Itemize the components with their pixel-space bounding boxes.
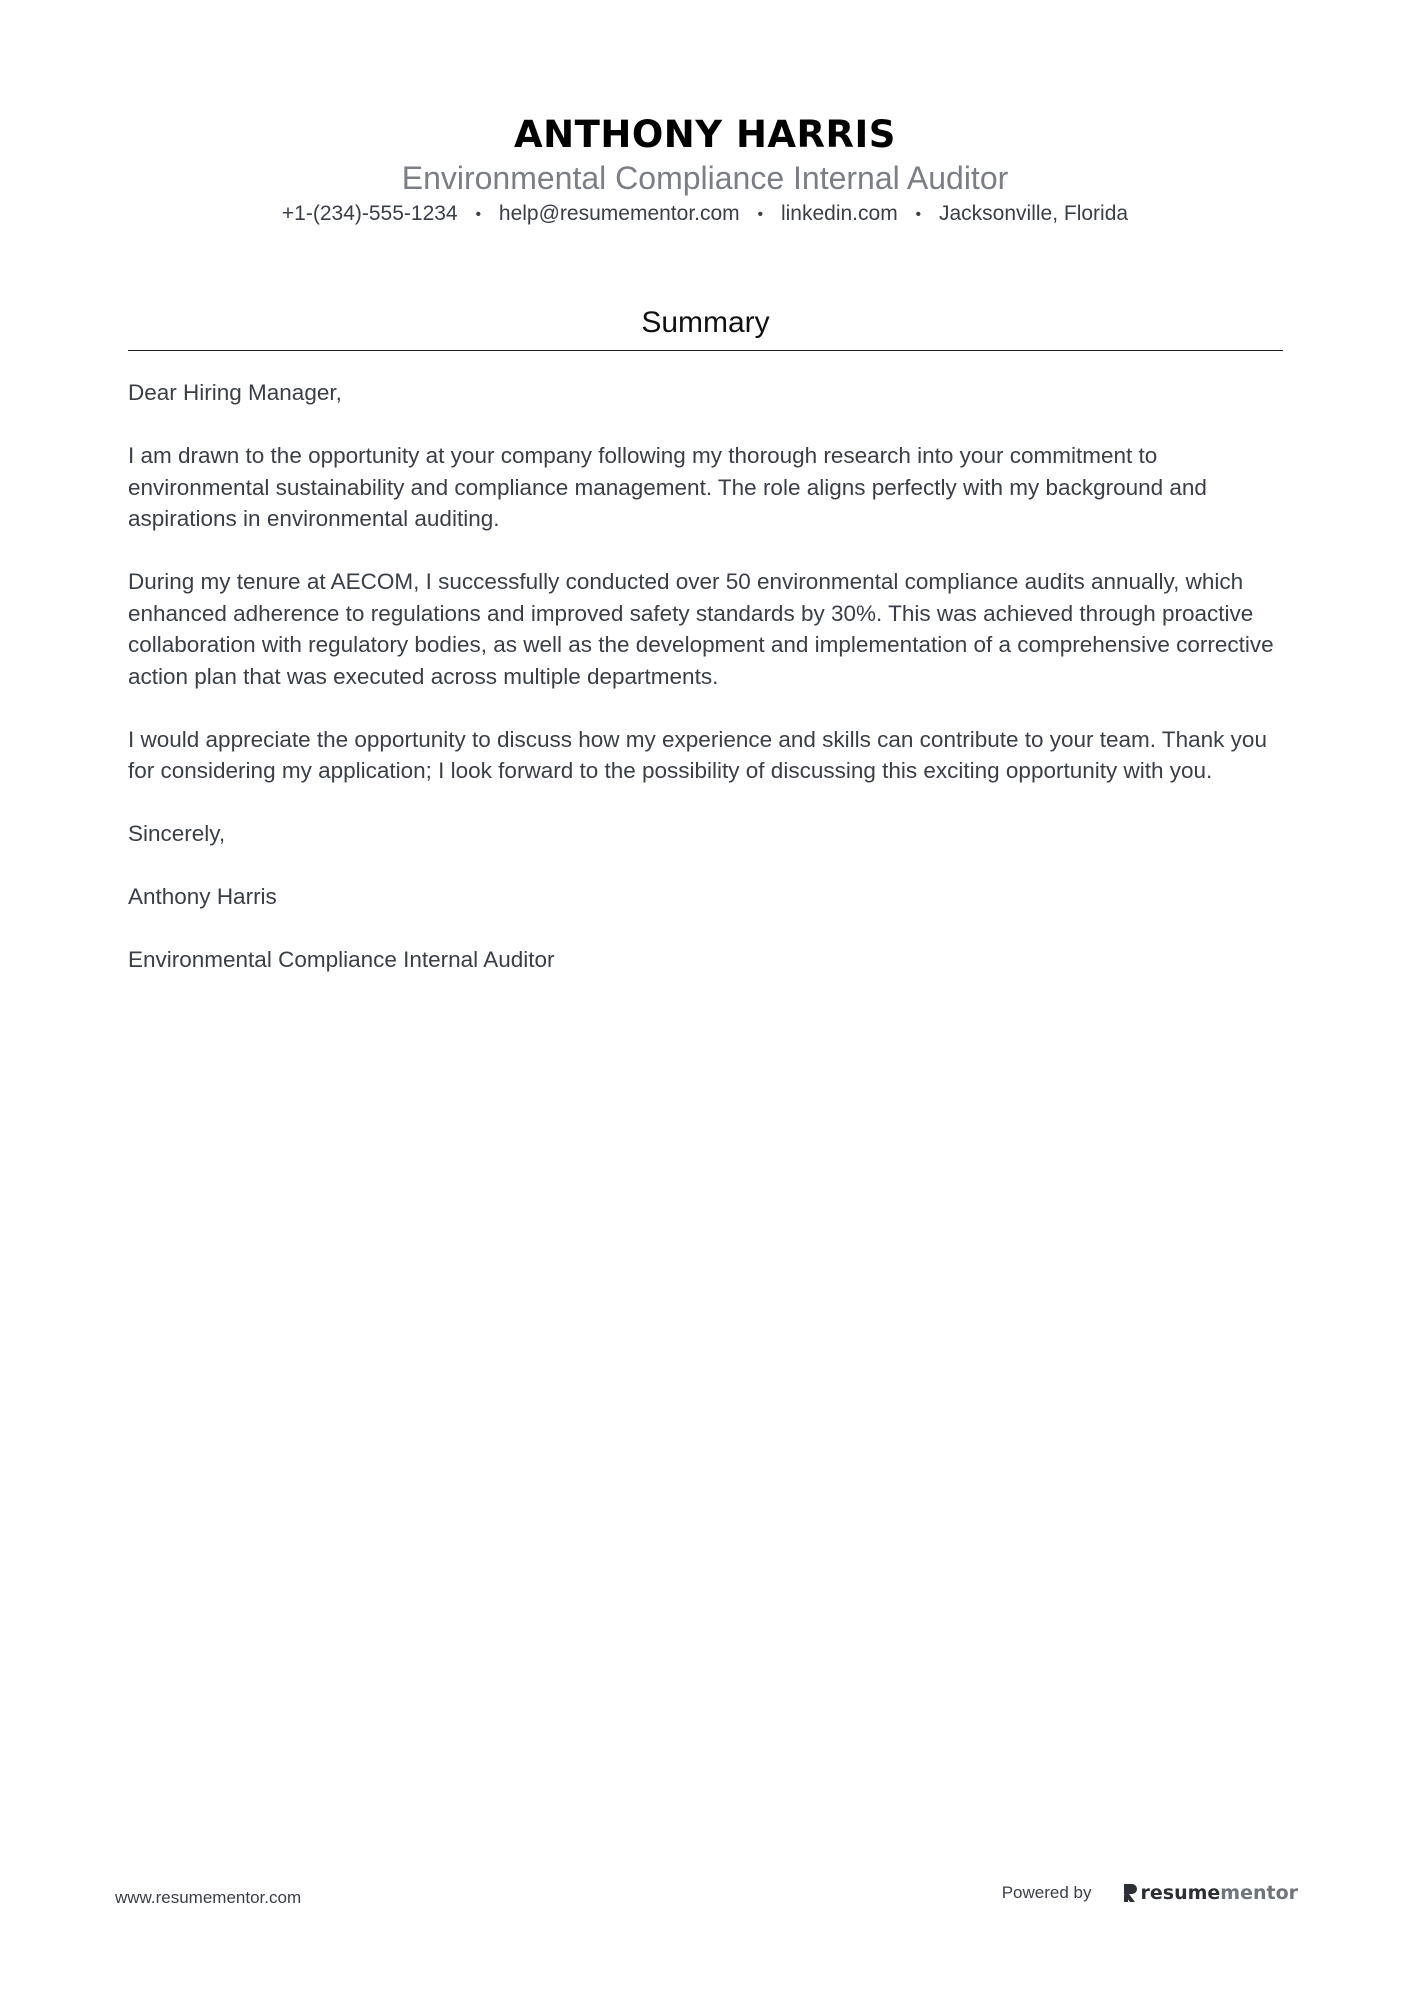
letter-paragraph: During my tenure at AECOM, I successfully conducted over 50 environmental compliance audits annually, which enhanced adherence to regulations and improved safety standards by 30%. This was achieved through proactive collaboration with regulatory bodies, as well as the development and implementation of a comprehensive corrective action plan that was executed across multiple departments. bbox=[128, 569, 1274, 689]
candidate-name: ANTHONY HARRIS bbox=[514, 113, 896, 156]
letter-paragraph: I would appreciate the opportunity to discuss how my experience and skills can contribute to your team. Thank you for considering my application; I look forward to the possibility of discussing this exciting opportunity with you. bbox=[128, 726, 1267, 783]
resume-header bbox=[0, 110, 1410, 228]
contact-phone: +1-(234)-555-1234 bbox=[281, 202, 458, 225]
contact-email[interactable]: help@resumementor.com bbox=[498, 202, 740, 225]
section-heading-summary: Summary bbox=[641, 306, 770, 339]
logo-text-bold: resume bbox=[1140, 1882, 1221, 1904]
contact-linkedin[interactable]: linkedin.com bbox=[780, 202, 898, 225]
powered-by-label: Powered by bbox=[1001, 1883, 1092, 1902]
candidate-job-title: Environmental Compliance Internal Auditor bbox=[401, 160, 1009, 196]
contact-separator: • bbox=[757, 206, 764, 223]
letter-closing: Sincerely, bbox=[128, 821, 226, 846]
footer-website-link[interactable]: www.resumementor.com bbox=[115, 1888, 302, 1907]
section-divider bbox=[128, 350, 1283, 351]
signature-title: Environmental Compliance Internal Auditor bbox=[128, 947, 555, 972]
contact-location: Jacksonville, Florida bbox=[939, 202, 1129, 225]
signature-name: Anthony Harris bbox=[128, 884, 277, 909]
contact-line bbox=[0, 201, 1410, 228]
letter-paragraph: I am drawn to the opportunity at your company following my thorough research into your commitment to environmental sustainability and compliance management. The role aligns perfectly with my background and aspirations in environmental auditing. bbox=[128, 443, 1207, 531]
resumementor-logo[interactable] bbox=[1122, 1882, 1299, 1904]
cover-letter-body bbox=[128, 377, 1288, 1007]
letter-salutation: Dear Hiring Manager, bbox=[128, 380, 342, 405]
logo-text-light: mentor bbox=[1220, 1882, 1298, 1904]
contact-separator: • bbox=[915, 206, 922, 223]
resumementor-logo-icon bbox=[1122, 1883, 1138, 1903]
contact-separator: • bbox=[475, 206, 482, 223]
footer-branding bbox=[1002, 1882, 1298, 1904]
